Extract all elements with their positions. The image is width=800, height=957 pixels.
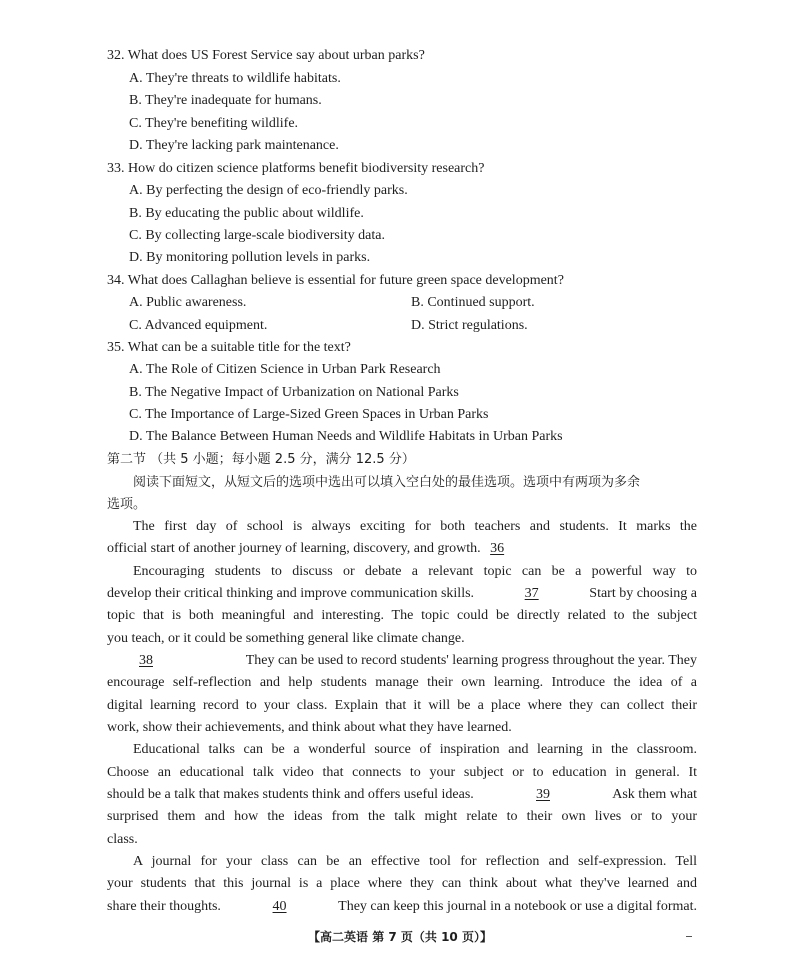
passage-line: work, show their achievements, and think about what they have learned. xyxy=(107,720,512,735)
passage-text: share their thoughts. xyxy=(107,899,221,914)
option: D. Strict regulations. xyxy=(411,318,528,333)
passage-line: topic that is both meaningful and interesting. The topic could be directly related to the subject xyxy=(107,608,697,623)
option: B. The Negative Impact of Urbanization on National Parks xyxy=(129,385,459,400)
page-footer: 【高二英语 第 7 页（共 10 页）】 xyxy=(308,930,492,944)
passage-line: you teach, or it could be something general like climate change. xyxy=(107,631,465,646)
passage-line: Encouraging students to discuss or debate a relevant topic can be a powerful way to xyxy=(133,564,697,579)
passage-text: Ask them what xyxy=(612,787,697,802)
option: B. They're inadequate for humans. xyxy=(129,93,322,108)
passage-text: official start of another journey of learning, discovery, and growth. xyxy=(107,541,481,556)
option: C. Advanced equipment. xyxy=(129,318,268,333)
passage-line xyxy=(107,585,697,603)
question-stem: 32. What does US Forest Service say about urban parks? xyxy=(107,48,425,63)
passage-line: class. xyxy=(107,832,138,847)
blank-40: 40 xyxy=(272,899,287,914)
passage-text: Start by choosing a xyxy=(589,586,697,601)
passage-line: your students that this journal is a place where they can think about what they've learned and xyxy=(107,876,697,891)
passage-line: encourage self-reflection and help students manage their own learning. Introduce the idea of a xyxy=(107,675,697,690)
option: C. By collecting large-scale biodiversity data. xyxy=(129,228,385,243)
blank-39: 39 xyxy=(536,787,550,802)
option: C. The Importance of Large-Sized Green Spaces in Urban Parks xyxy=(129,407,489,422)
blank-36: 36 xyxy=(490,541,505,556)
option: C. They're benefiting wildlife. xyxy=(129,116,299,131)
blank-37: 37 xyxy=(524,586,539,601)
option: A. Public awareness. xyxy=(129,295,247,310)
passage-line xyxy=(107,898,697,916)
question-stem: 35. What can be a suitable title for the text? xyxy=(107,340,351,355)
section-instruction: 选项。 xyxy=(107,497,147,512)
question-stem: 34. What does Callaghan believe is essential for future green space development? xyxy=(107,273,564,288)
section-instruction: 阅读下面短文，从短文后的选项中选出可以填入空白处的最佳选项。选项中有两项为多余 xyxy=(133,475,641,490)
passage-text: develop their critical thinking and improve communication skills. xyxy=(107,586,475,601)
passage-line xyxy=(133,652,697,670)
option: D. They're lacking park maintenance. xyxy=(129,138,339,153)
option: D. The Balance Between Human Needs and Wildlife Habitats in Urban Parks xyxy=(129,429,563,444)
passage-line xyxy=(107,540,510,558)
passage-text: They can be used to record students' learning progress throughout the year. They xyxy=(245,653,697,668)
page-mark xyxy=(686,936,692,937)
passage-line: Choose an educational talk video that connects to your subject or to education in general. It xyxy=(107,765,697,780)
option: A. By perfecting the design of eco-friendly parks. xyxy=(129,183,408,198)
passage-text: They can keep this journal in a notebook or use a digital format. xyxy=(338,899,697,914)
section-heading: 第二节 （共 5 小题；每小题 2.5 分，满分 12.5 分） xyxy=(107,452,415,467)
option: A. The Role of Citizen Science in Urban Park Research xyxy=(129,362,441,377)
passage-line: surprised them and how the ideas from the talk might relate to their own lives or to your xyxy=(107,809,697,824)
question-stem: 33. How do citizen science platforms benefit biodiversity research? xyxy=(107,161,485,176)
passage-line: The first day of school is always exciting for both teachers and students. It marks the xyxy=(133,519,697,534)
passage-line: Educational talks can be a wonderful source of inspiration and learning in the classroom. xyxy=(133,742,697,757)
option: A. They're threats to wildlife habitats. xyxy=(129,71,341,86)
passage-text: should be a talk that makes students think and offers useful ideas. xyxy=(107,787,474,802)
passage-line: A journal for your class can be an effective tool for reflection and self-expression. Tell xyxy=(133,854,697,869)
blank-38: 38 xyxy=(139,653,153,668)
passage-line: digital learning record to your class. Explain that it will be a place where they can collect their xyxy=(107,698,697,713)
option: B. Continued support. xyxy=(411,295,535,310)
option: B. By educating the public about wildlife. xyxy=(129,206,364,221)
option: D. By monitoring pollution levels in parks. xyxy=(129,250,371,265)
passage-line xyxy=(107,786,697,804)
